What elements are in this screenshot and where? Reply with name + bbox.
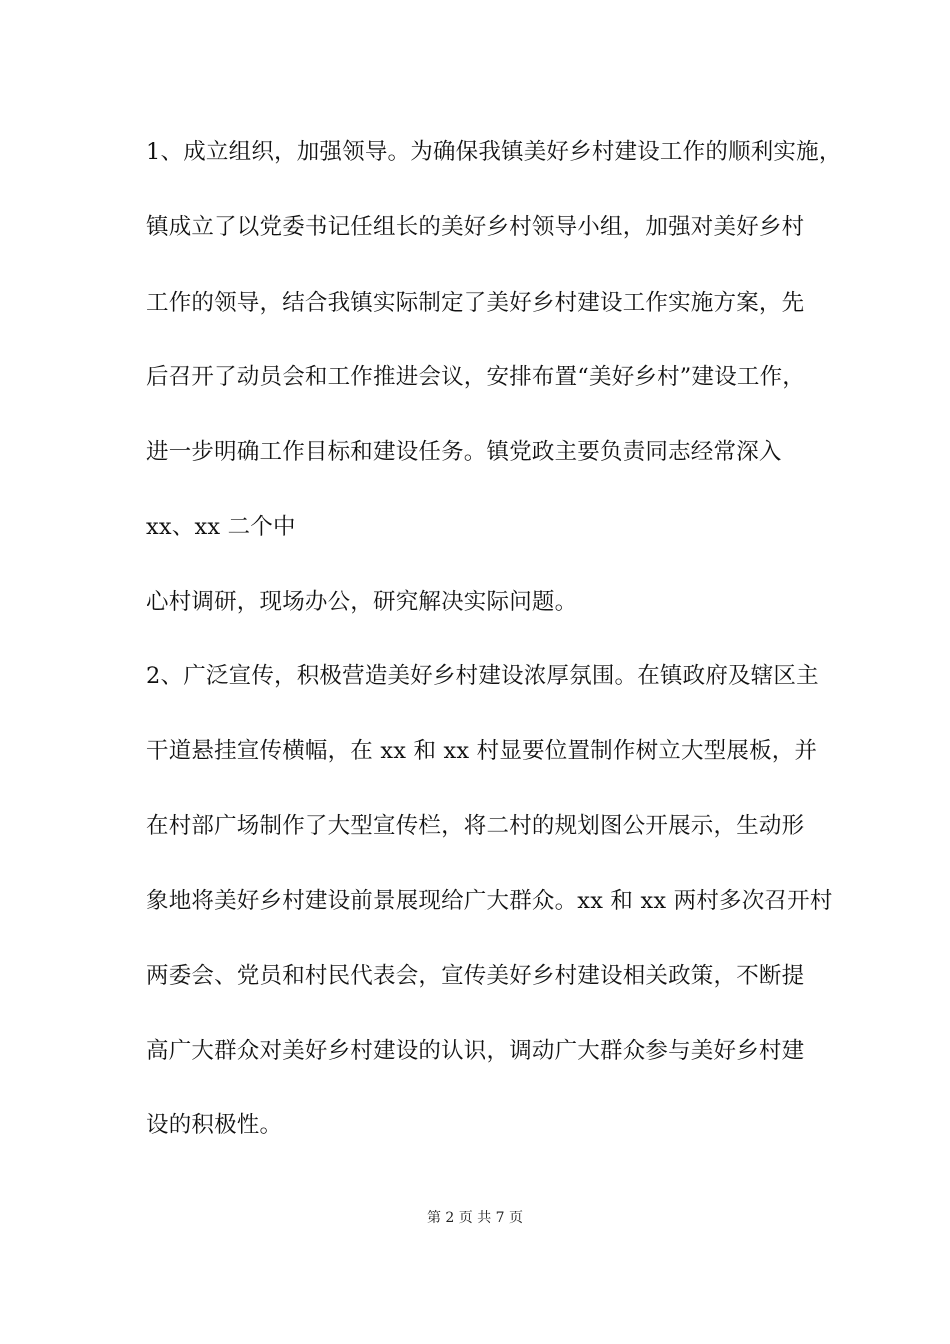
paragraph-line: 两委会、党员和村民代表会，宣传美好乡村建设相关政策，不断提	[146, 963, 805, 989]
paragraph-line: 进一步明确工作目标和建设任务。镇党政主要负责同志经常深入	[146, 439, 782, 465]
paragraph-line: 心村调研，现场办公，研究解决实际问题。	[146, 589, 578, 615]
paragraph-line: 设的积极性。	[146, 1112, 283, 1138]
paragraph-line: 工作的领导，结合我镇实际制定了美好乡村建设工作实施方案，先	[146, 290, 805, 316]
paragraph-line: 高广大群众对美好乡村建设的认识，调动广大群众参与美好乡村建	[146, 1038, 805, 1064]
paragraph-line: 2、广泛宣传，积极营造美好乡村建设浓厚氛围。在镇政府及辖区主	[146, 663, 819, 689]
paragraph-line: 象地将美好乡村建设前景展现给广大群众。xx 和 xx 两村多次召开村	[146, 888, 833, 914]
paragraph-line: 镇成立了以党委书记任组长的美好乡村领导小组，加强对美好乡村	[146, 214, 805, 240]
paragraph-line: 干道悬挂宣传横幅，在 xx 和 xx 村显要位置制作树立大型展板，并	[146, 738, 818, 764]
paragraph-line: 在村部广场制作了大型宣传栏，将二村的规划图公开展示，生动形	[146, 813, 805, 839]
paragraph-line: 后召开了动员会和工作推进会议，安排布置“美好乡村”建设工作，	[146, 364, 806, 390]
paragraph-line: xx、xx 二个中	[146, 514, 296, 540]
paragraph-line: 1、成立组织，加强领导。为确保我镇美好乡村建设工作的顺利实施，	[146, 139, 842, 165]
page-number-footer: 第 2 页 共 7 页	[426, 1210, 524, 1226]
